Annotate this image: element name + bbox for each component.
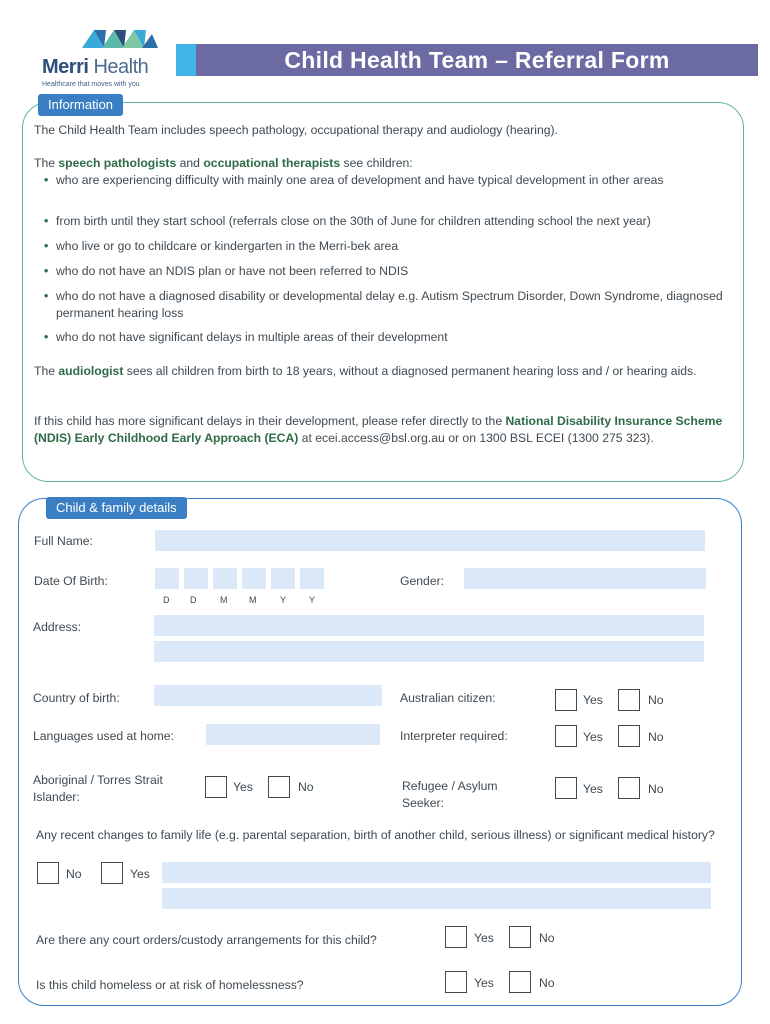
- dob-hint: Y: [309, 595, 316, 605]
- info-bullet: • who live or go to childcare or kindergarten in the Merri-bek area: [44, 238, 736, 255]
- atsi-no-checkbox[interactable]: [268, 776, 290, 798]
- dob-label: Date Of Birth:: [34, 574, 108, 588]
- info-bullet: • who do not have significant delays in multiple areas of their development: [44, 329, 736, 346]
- atsi-label-line-2: Islander:: [33, 790, 80, 804]
- dob-month-1-field[interactable]: [213, 568, 237, 589]
- refugee-no-checkbox[interactable]: [618, 777, 640, 799]
- gender-label: Gender:: [400, 574, 445, 588]
- citizen-yes-label: Yes: [583, 693, 603, 707]
- brand-tagline: Healthcare that moves with you: [42, 81, 140, 88]
- languages-field[interactable]: [206, 724, 380, 745]
- changes-details-line-2-field[interactable]: [162, 888, 711, 909]
- form-title-bar: [176, 44, 758, 76]
- gender-field[interactable]: [464, 568, 706, 589]
- languages-label: Languages used at home:: [33, 729, 174, 743]
- dob-hint: Y: [280, 595, 287, 605]
- interpreter-no-checkbox[interactable]: [618, 725, 640, 747]
- homeless-yes-label: Yes: [474, 976, 494, 990]
- full-name-label: Full Name:: [34, 534, 93, 548]
- court-no-checkbox[interactable]: [509, 926, 531, 948]
- address-label: Address:: [33, 620, 82, 634]
- info-sees-children: The speech pathologists and occupational therapists see children:: [34, 156, 413, 170]
- brand-name: Merri Health: [42, 56, 149, 78]
- court-yes-label: Yes: [474, 931, 494, 945]
- citizen-label: Australian citizen:: [400, 691, 496, 705]
- atsi-label-line-1: Aboriginal / Torres Strait: [33, 773, 163, 787]
- dob-hint: M: [220, 595, 228, 605]
- atsi-yes-checkbox[interactable]: [205, 776, 227, 798]
- info-audiologist: The audiologist sees all children from birth to 18 years, without a diagnosed permanent hearing loss and / or hearing aids.: [34, 364, 697, 378]
- court-no-label: No: [539, 931, 555, 945]
- dob-hint: D: [163, 595, 170, 605]
- interpreter-yes-checkbox[interactable]: [555, 725, 577, 747]
- family-changes-question: Any recent changes to family life (e.g. parental separation, birth of another child, serious illness) or significant medical history?: [36, 828, 715, 842]
- address-line-2-field[interactable]: [154, 641, 704, 662]
- refugee-no-label: No: [648, 782, 664, 796]
- refugee-label-line-1: Refugee / Asylum: [402, 779, 498, 793]
- citizen-yes-checkbox[interactable]: [555, 689, 577, 711]
- refugee-yes-label: Yes: [583, 782, 603, 796]
- info-bullet: • who do not have a diagnosed disability or developmental delay e.g. Autism Spectrum Disorder, Down Syndrome, diagnosed permanent hearing loss: [44, 288, 736, 322]
- changes-details-line-1-field[interactable]: [162, 862, 711, 883]
- info-bullet: • from birth until they start school (referrals close on the 30th of June for children attending school the next year): [44, 213, 736, 230]
- full-name-field[interactable]: [155, 530, 705, 551]
- info-bullet: • who are experiencing difficulty with mainly one area of development and have typical development in other areas: [44, 172, 736, 189]
- homeless-no-checkbox[interactable]: [509, 971, 531, 993]
- country-label: Country of birth:: [33, 691, 120, 705]
- dob-hint: D: [190, 595, 197, 605]
- refugee-label-line-2: Seeker:: [402, 796, 445, 810]
- citizen-no-label: No: [648, 693, 664, 707]
- atsi-no-label: No: [298, 780, 314, 794]
- changes-yes-checkbox[interactable]: [101, 862, 123, 884]
- homeless-yes-checkbox[interactable]: [445, 971, 467, 993]
- court-yes-checkbox[interactable]: [445, 926, 467, 948]
- child-family-label: Child & family details: [46, 497, 187, 519]
- info-ndis: If this child has more significant delays in their development, please refer directly to the National Disability Insurance Scheme (NDIS) Early Childhood Early Approach (ECA) at ecei.access@bsl.org.au or on 1300 BSL ECEI (1300 275 323).: [34, 414, 723, 445]
- info-intro: The Child Health Team includes speech pathology, occupational therapy and audiology (hearing).: [34, 123, 558, 137]
- title-accent: [176, 44, 196, 76]
- dob-year-1-field[interactable]: [271, 568, 295, 589]
- changes-yes-label: Yes: [130, 867, 150, 881]
- address-line-1-field[interactable]: [154, 615, 704, 636]
- interpreter-label: Interpreter required:: [400, 729, 508, 743]
- refugee-yes-checkbox[interactable]: [555, 777, 577, 799]
- country-field[interactable]: [154, 685, 382, 706]
- homeless-question: Is this child homeless or at risk of homelessness?: [36, 978, 304, 992]
- dob-day-1-field[interactable]: [155, 568, 179, 589]
- information-label: Information: [38, 94, 123, 116]
- changes-no-checkbox[interactable]: [37, 862, 59, 884]
- dob-hint: M: [249, 595, 257, 605]
- dob-year-2-field[interactable]: [300, 568, 324, 589]
- court-orders-question: Are there any court orders/custody arrangements for this child?: [36, 933, 377, 947]
- homeless-no-label: No: [539, 976, 555, 990]
- merri-health-logo: [38, 26, 163, 96]
- dob-month-2-field[interactable]: [242, 568, 266, 589]
- dob-day-2-field[interactable]: [184, 568, 208, 589]
- citizen-no-checkbox[interactable]: [618, 689, 640, 711]
- page-title: Child Health Team – Referral Form: [196, 44, 758, 76]
- info-bullet: • who do not have an NDIS plan or have not been referred to NDIS: [44, 263, 736, 280]
- atsi-yes-label: Yes: [233, 780, 253, 794]
- logo-mark-icon: [82, 26, 158, 54]
- interpreter-no-label: No: [648, 730, 664, 744]
- interpreter-yes-label: Yes: [583, 730, 603, 744]
- changes-no-label: No: [66, 867, 82, 881]
